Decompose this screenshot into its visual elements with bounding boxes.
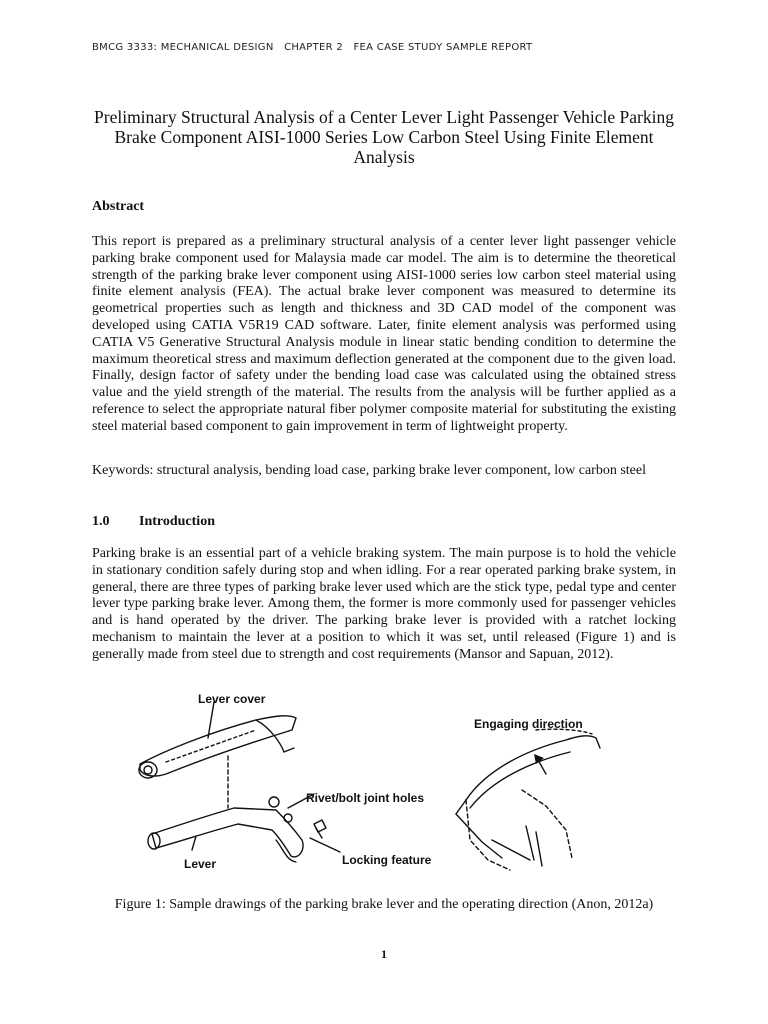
- label-rivet-holes: Rivet/bolt joint holes: [306, 791, 425, 805]
- label-engaging-direction: Engaging direction: [474, 717, 583, 731]
- page-number: 1: [381, 947, 387, 961]
- section-title: Introduction: [139, 514, 215, 529]
- keywords: Keywords: structural analysis, bending load case, parking brake lever component, low carbon steel: [92, 463, 646, 478]
- figure-caption: Figure 1: Sample drawings of the parking brake lever and the operating direction (Anon, 2012a): [114, 897, 654, 912]
- lever-drawing: [148, 797, 326, 862]
- lever-cover-drawing: [139, 702, 296, 778]
- figure-drawing: [126, 690, 626, 890]
- abstract-text: This report is prepared as a preliminary structural analysis of a center lever light passenger vehicle parking brake component used for Malaysia made car model. The aim is to determine the theoretical strength of the parking brake lever component using AISI-1000 series low carbon steel material using finite element analysis (FEA). The actual brake lever component was measured to determine its geometrical properties such as length and thickness and 3D CAD model of the component was developed using CATIA V5R19 CAD software. Later, finite element analysis was performed using CATIA V5 Generative Structural Analysis module in linear static bending condition to determine the maximum theoretical stress and maximum deflection generated at the component due to the given load. Finally, design factor of safety under the bending load case was calculated using the obtained stress value and the yield strength of the material. The results from the analysis will be further applied as a reference to select the appropriate natural fiber polymer composite material for substituting the existing steel material based component to gain improvement in term of lightweight property.: [92, 234, 676, 434]
- section-number: 1.0: [92, 514, 110, 529]
- arrow-icon: [538, 760, 546, 774]
- engaging-direction-drawing: [456, 729, 600, 870]
- introduction-text: Parking brake is an essential part of a vehicle braking system. The main purpose is to hold the vehicle in stationary condition safely during stop and when idling. For a rear operated parking brake system, in general, there are three types of parking brake lever used which are the stick type, pedal type and center lever type parking brake lever. Among them, the former is more commonly used for passenger vehicles and is hand operated by the driver. The parking brake lever is provided with a ratchet locking mechanism to maintain the lever at a position to which it was set, until released (Figure 1) and is generally made from steel due to strength and cost requirements (Mansor and Sapuan, 2012).: [92, 546, 676, 662]
- label-locking-feature: Locking feature: [342, 853, 432, 867]
- abstract-heading: Abstract: [92, 199, 145, 214]
- label-lever: Lever: [184, 857, 217, 871]
- paper-title: Preliminary Structural Analysis of a Center Lever Light Passenger Vehicle Parking Brake Component AISI-1000 Series Low Carbon Steel Using Finite Element Analysis: [94, 107, 674, 167]
- label-lever-cover: Lever cover: [198, 692, 266, 706]
- figure-1: [126, 690, 626, 890]
- running-header: BMCG 3333: MECHANICAL DESIGN CHAPTER 2 FEA CASE STUDY SAMPLE REPORT: [92, 42, 533, 53]
